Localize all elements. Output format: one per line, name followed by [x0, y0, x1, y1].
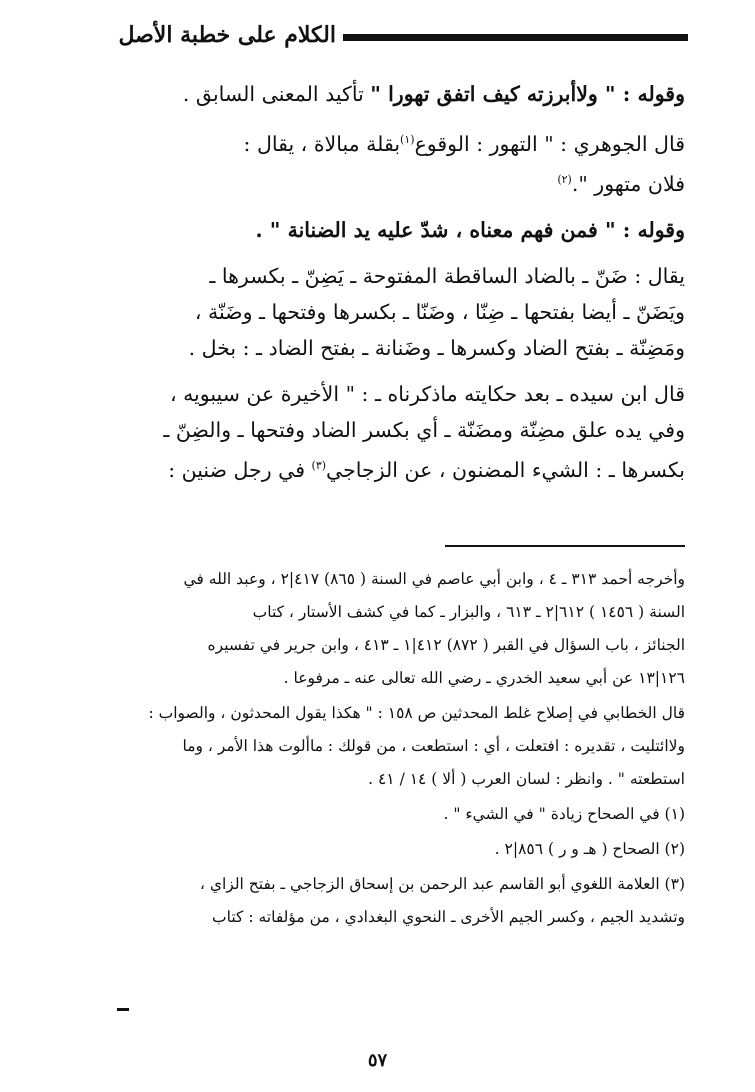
footnote-line: وأخرجه أحمد ٣١٣ ـ ٤ ، وابن أبي عاصم في السنة ( ٨٦٥) ٤١٧|٢ ، وعبد الله في	[183, 570, 685, 588]
paragraph-1	[95, 76, 685, 112]
header-title: الكلام على خطبة الأصل	[118, 22, 336, 48]
text-line	[95, 212, 685, 248]
footnote-1	[95, 798, 685, 831]
footnotes	[95, 563, 685, 936]
paragraph-5	[95, 376, 685, 488]
text-line	[95, 162, 685, 202]
footnote-khattabi	[95, 697, 685, 796]
footnote-2	[95, 833, 685, 866]
header-rule	[343, 34, 688, 41]
footnote-ref: (٢)	[557, 172, 572, 186]
footnote-line: الجنائز ، باب السؤال في القبر ( ٨٧٢) ٤١٢|١ ـ ٤١٣ ، وابن جرير في تفسيره	[207, 636, 685, 654]
footnote-line: (٢) الصحاح ( هـ و ر ) ٨٥٦|٢ .	[494, 840, 685, 858]
text-line	[95, 76, 685, 112]
text-line: يقال : ضَنّ ـ بالضاد الساقطة المفتوحة ـ يَضِنّ ـ بكسرها ـ	[209, 263, 685, 288]
lead-word: وقوله :	[615, 217, 685, 242]
text-span: قال الجوهري : " التهور : الوقوع	[414, 131, 685, 156]
footnote-line: (٣) العلامة اللغوي أبو القاسم عبد الرحمن بن إسحاق الزجاجي ـ بفتح الزاي ،	[199, 875, 685, 893]
footnote-line: (١) في الصحاح زيادة " في الشيء " .	[443, 805, 685, 823]
text-span: فلان متهور ".	[571, 171, 685, 196]
footnote-3	[95, 868, 685, 934]
text-line	[95, 448, 685, 488]
running-header	[108, 22, 688, 56]
text-line: ومَضِنّة ـ بفتح الضاد وكسرها ـ وضَنانة ـ بفتح الضاد ـ : بخل .	[188, 335, 685, 360]
paragraph-2	[95, 122, 685, 202]
page-number: ٥٧	[367, 1050, 388, 1071]
footnote-line: ١٢٦|١٣ عن أبي سعيد الخدري ـ رضي الله تعالى عنه ـ مرفوعا .	[283, 669, 685, 687]
continuation-dash	[117, 1008, 129, 1011]
paragraph-3	[95, 212, 685, 248]
quoted-text: " ولاأبرزته كيف اتفق تهورا "	[370, 82, 616, 106]
footnote-line: السنة ( ١٤٥٦ ) ٦١٢|٢ ـ ٦١٣ ، والبزار ـ كما في كشف الأستار ، كتاب	[252, 603, 685, 621]
text-line	[95, 122, 685, 162]
footnote-line: وتشديد الجيم ، وكسر الجيم الأخرى ـ النحوي البغدادي ، من مؤلفاته : كتاب	[212, 908, 685, 926]
text-line: وفي يده علق مضِنّة ومضَنّة ـ أي بكسر الضاد وفتحها ـ والضِنّ ـ	[163, 417, 685, 442]
footnote-line: استطعته " . وانظر : لسان العرب ( ألا ) ١٤ / ٤١ .	[368, 770, 685, 788]
footnote-line: ولاائتليت ، تقديره : افتعلت ، أي : استطعت ، من قولك : ماألوت هذا الأمر ، وما	[182, 737, 685, 755]
footnote-line: قال الخطابي في إصلاح غلط المحدثين ص ١٥٨ : " هكذا يقول المحدثون ، والصواب :	[148, 704, 685, 722]
footnote-separator	[445, 545, 685, 547]
paragraph-4	[95, 258, 685, 366]
commentary-text: تأكيد المعنى السابق .	[182, 82, 371, 106]
footnote-ref: (١)	[400, 133, 415, 146]
text-line: قال ابن سيده ـ بعد حكايته ماذكرناه ـ : " الأخيرة عن سيبويه ،	[169, 381, 685, 406]
text-span: في رجل ضنين :	[168, 457, 312, 482]
lead-word: وقوله :	[615, 82, 685, 106]
main-text	[95, 76, 685, 497]
quoted-text: " فمن فهم معناه ، شدّ عليه يد الضنانة " .	[255, 217, 616, 242]
text-line: ويَضَنّ ـ أيضا بفتحها ـ ضِنّا ، وضَنّا ـ بكسرها وفتحها ـ وضَنّة ،	[194, 299, 685, 324]
text-span: بكسرها ـ : الشيء المضنون ، عن الزجاجي	[326, 457, 685, 482]
text-span: بقلة مبالاة ، يقال :	[243, 131, 401, 156]
footnote-continuation	[95, 563, 685, 695]
footnote-ref: (٣)	[311, 458, 327, 472]
